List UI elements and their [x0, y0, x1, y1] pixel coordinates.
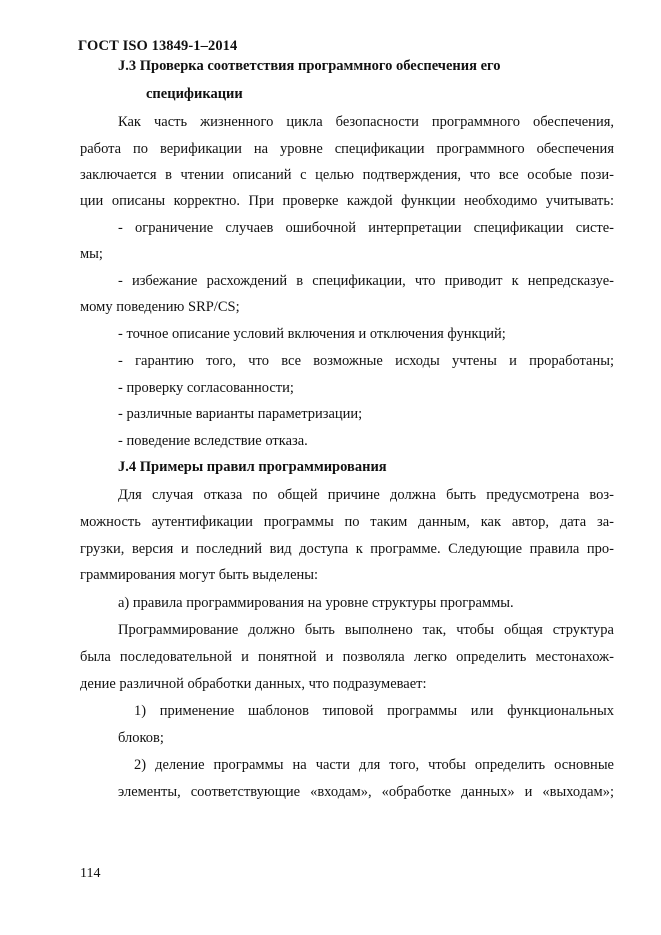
list-item: - избежание расхождений в спецификации, что приводит к непредсказуе- — [118, 273, 614, 289]
list-item: - проверку согласованности; — [118, 380, 294, 396]
numbered-item: 2) деление программы на части для того, чтобы определить основные — [134, 757, 614, 773]
paragraph-line: граммирования могут быть выделены: — [80, 567, 319, 583]
list-item: - гарантию того, что все возможные исходы учтены и проработаны; — [118, 353, 614, 369]
section-heading-j3-line2: спецификации — [146, 86, 243, 102]
section-heading-j3-line1: J.3 Проверка соответствия программного обеспечения его — [118, 58, 501, 74]
paragraph-line: заключается в чтении описаний с целью подтверждения, что все особые пози- — [80, 167, 614, 183]
list-item: - ограничение случаев ошибочной интерпретации спецификации систе- — [118, 220, 614, 236]
paragraph-line: дение различной обработки данных, что подразумевает: — [80, 676, 427, 692]
paragraph-line: была последовательной и понятной и позволяла легко определить местонахож- — [80, 649, 614, 665]
list-item-continuation: мы; — [80, 246, 103, 262]
section-heading-j4: J.4 Примеры правил программирования — [118, 459, 387, 475]
document-header: ГОСТ ISO 13849-1–2014 — [78, 38, 238, 54]
paragraph-line: можность аутентификации программы по таким данным, как автор, дата за- — [80, 514, 614, 530]
paragraph-line: Как часть жизненного цикла безопасности программного обеспечения, — [118, 114, 614, 130]
list-item: - различные варианты параметризации; — [118, 406, 363, 422]
paragraph-line: грузки, версия и последний вид доступа к программе. Следующие правила про- — [80, 541, 614, 557]
paragraph-line: работа по верификации на уровне спецификации программного обеспечения — [80, 141, 614, 157]
paragraph-line: Для случая отказа по общей причине должна быть предусмотрена воз- — [118, 487, 614, 503]
paragraph-line: Программирование должно быть выполнено так, чтобы общая структура — [118, 622, 614, 638]
list-item-continuation: мому поведению SRP/CS; — [80, 299, 240, 315]
numbered-item-continuation: элементы, соответствующие «входам», «обработке данных» и «выходам»; — [118, 784, 614, 800]
list-item: - поведение вследствие отказа. — [118, 433, 308, 449]
page-number: 114 — [80, 866, 101, 881]
paragraph-line: ции описаны корректно. При проверке каждой функции необходимо учитывать: — [80, 193, 614, 209]
numbered-item: 1) применение шаблонов типовой программы или функциональных — [134, 703, 614, 719]
list-item: - точное описание условий включения и отключения функций; — [118, 326, 506, 342]
list-item: а) правила программирования на уровне структуры программы. — [118, 595, 514, 611]
numbered-item-continuation: блоков; — [118, 730, 164, 746]
